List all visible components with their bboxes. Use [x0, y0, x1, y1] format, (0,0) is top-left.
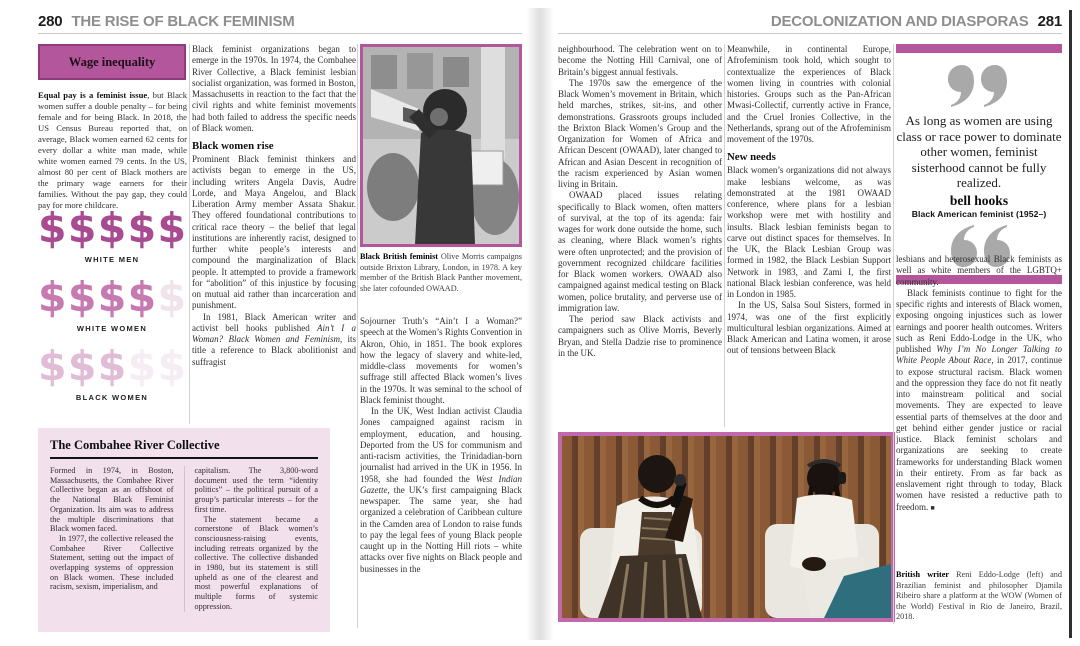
chart-row-label-black-women: BLACK WOMEN	[75, 393, 149, 402]
book-title-italic: Ain’t I a Woman? Black Women and Feminism	[192, 322, 356, 344]
right-page-number: 281	[1037, 13, 1062, 30]
combahee-box-column-2	[184, 466, 319, 612]
paragraph: Formed in 1974, in Boston, Massachusetts, the Combahee River Collective began as an offshoot of the National Black Feminist Organization. Its aim was to address the multiple discriminations that Black women faced.	[50, 466, 174, 534]
text-run: In 1981, Black American writer and activist bell hooks published	[192, 311, 356, 333]
wage-intro-lead: Equal pay is a feminist issue	[38, 90, 148, 100]
combahee-box-column-1	[50, 466, 184, 612]
chart-row-black-women	[38, 344, 186, 402]
caption-panel-discussion	[896, 570, 1062, 623]
text-column-6	[896, 254, 1062, 564]
chart-row-label-white-women: WHITE WOMEN	[76, 324, 148, 333]
text-run: , the UK’s first campaigning Black newspaper. The same year, she had organized a celebration of Caribbean culture in the Camden area of London to raise funds to pay the legal fees of young Black people caught up in the Notting Hill riots – white attacks over five nights on Black people and businesses in the	[360, 484, 522, 574]
text-column-2	[192, 44, 356, 426]
chart-row-white-women	[38, 275, 186, 333]
quote-top-bar	[896, 44, 1062, 53]
paragraph: Meanwhile, in continental Europe, Afrofeminism took hold, which sought to contextualize the experiences of Black women living in countries with colonial histories. Groups such as the Pan-African Mwasi-Collectif, currently active in France, and the Cruel Ironies Collective, in the Netherlands, sprang out of the Afrofeminism movement of the 1970s.	[727, 44, 891, 144]
dollar-icon: $	[97, 342, 127, 390]
left-page-header	[38, 13, 295, 30]
paragraph: In 1977, the collective released the Combahee River Collective Statement, setting out the impact of overlapping systems of oppression on Black women. These included racism, sexism, imperialism, and	[50, 533, 174, 592]
caption-olive-morris	[360, 252, 522, 294]
run-in-heading-black-women-rise: Black women rise	[192, 140, 274, 152]
paragraph: Black women’s organizations did not always make lesbians welcome, as was demonstrated at the 1981 OWAAD conference, where plans for a lesbian workshop were met with hostility and insults. Black lesbian feminists began to carve out distinct spaces for themselves. In the UK, the Black Lesbian Group was formed in 1982, the Black Lesbian Support Network in 1983, and Zami I, the first national Black lesbian conference, was held in London in 1985.	[727, 165, 891, 299]
photo-olive-morris	[360, 44, 522, 247]
left-page-number: 280	[38, 13, 63, 30]
pull-quote-block	[896, 44, 1062, 284]
paragraph: The period saw Black activists and campaigners such as Olive Morris, Beverly Bryan, and Stella Dadzie rise to prominence in the UK.	[558, 314, 722, 358]
quote-attribution: Black American feminist (1952–)	[911, 208, 1047, 219]
dollar-icon: $	[97, 204, 127, 252]
text-run: , its title a reference to Black abolitionist and suffragist	[192, 334, 356, 367]
text-run: In the UK, West Indian activist Claudia Jones campaigned against racism in employment, education, and housing. Deported from the US for communism and anti-racism activities, the Trinidadian-born journalist had arrived in the UK in 1956. In 1958, she had founded the	[360, 406, 522, 484]
photo-panel-illustration	[562, 436, 891, 618]
column-divider	[189, 44, 190, 424]
paragraph: In the US, Salsa Soul Sisters, formed in 1974, was one of the first explicitly multicultural lesbian organizations. Aimed at Black American and Latina women, it arose out of tensions between Black	[727, 300, 891, 356]
wage-box-intro	[38, 90, 187, 211]
end-of-article-mark: ■	[930, 503, 935, 512]
paragraph	[192, 312, 356, 368]
wage-intro-rest: , but Black women suffer a double penalty – for being female and for being Black. In 2018, the US Census Bureau reported that, on average, Black women earned 62 cents for every dollar a white man made, while white women earned 79 cents. In the US, almost 80 per cent of Black mothers are the primary wage earners for their families. Without the pay gap, they could pay for more childcare.	[38, 90, 187, 210]
dollar-icon: $	[157, 204, 186, 252]
paragraph: OWAAD placed issues relating specifically to Black women, often matters of survival, at the top of its agenda: fair wages for work done outside the home, such as cleaning, where Black women’s rights were often unprotected; and the provision of government recognized childcare facilities for Black women workers. OWAAD also campaigned against medical testing on Black women, police brutality, and perverse use of immigration law.	[558, 190, 722, 313]
dollar-icon: $	[38, 204, 67, 252]
dollar-icon: $	[67, 204, 97, 252]
text-run: Black feminists continue to fight for the specific rights and interests of Black women, exposing ongoing injustices such as lower earnings and poorer health outcomes. Writers such as Reni Eddo-Lodge in the UK, who published	[896, 287, 1062, 354]
dollar-icon: $	[157, 342, 186, 390]
quote-author: bell hooks	[949, 192, 1009, 208]
caption-text: Olive Morris campaigns outside Brixton Library, London, in 1978. A key member of the British Black Panther movement, she later cofounded OWAAD.	[360, 252, 522, 293]
text-column-4	[558, 44, 722, 428]
photo-panel-discussion	[558, 432, 895, 622]
text-column-5	[727, 44, 891, 428]
combahee-river-collective-box	[38, 428, 330, 632]
column-divider	[357, 44, 358, 628]
dollar-icon: $	[127, 342, 157, 390]
book-title-italic: Why I’m No Longer Talking to White People About Race	[896, 344, 1062, 366]
right-header-rule	[558, 33, 1062, 34]
photo-olive-morris-illustration	[363, 47, 519, 244]
dollar-icon: $	[127, 273, 157, 321]
paragraph: capitalism. The 3,800-word document used the term “identity politics” – the political pursuit of a group’s particular interests – for the first time.	[194, 466, 318, 514]
paragraph: The 1970s saw the emergence of the Black Women’s movement in Britain, which held marches, strikes, sit-ins, and other demonstrations. Grassroots groups included the Brixton Black Women’s Group and the Organization for Women of Africa and African Descent (OWAAD), later changed to African and Asian Descent in recognition of the racism experienced by Asian women living in Britain.	[558, 77, 722, 189]
wage-inequality-box-header	[38, 44, 186, 80]
paragraph: Black feminist organizations began to emerge in the 1970s. In 1974, the Combahee River Collective, a Black feminist lesbian socialist organization, was formed in Boston, Massachusetts in reaction to the fact that the civil rights and white feminist movements had both failed to address the specific needs of Black women.	[192, 44, 356, 133]
chart-row-white-men	[38, 206, 186, 264]
column-divider	[724, 44, 725, 427]
open-quote-icon	[896, 65, 1062, 107]
quote-text: As long as women are using class or race power to dominate other women, feminist sisterhood cannot be fully realized.	[896, 113, 1062, 190]
dollar-icon: $	[38, 273, 67, 321]
dollar-icon: $	[97, 273, 127, 321]
paragraph: Sojourner Truth’s “Ain’t I a Woman?” speech at the Women’s Rights Convention in Akron, Ohio, in 1851. The book explores how the legacy of slavery and white-led, middle-class movements for women’s suffrage still affected Black women’s lives in the 1970s. It was seminal to the school of Black feminist thought.	[360, 316, 522, 405]
caption-lead: British writer	[896, 570, 950, 579]
dollar-icon: $	[38, 342, 67, 390]
book-spine-shadow	[526, 8, 554, 640]
column-divider	[893, 44, 894, 624]
dollar-icon: $	[67, 273, 97, 321]
caption-text: Reni Eddo-Lodge (left) and Brazilian feminist and philosopher Djamila Ribeiro share a platform at the WOW (Women of the World) Festival in Rio de Janeiro, Brazil, 2018.	[896, 570, 1062, 622]
right-page-header	[771, 13, 1062, 30]
wage-box-title: Wage inequality	[68, 54, 156, 69]
page-edge	[1069, 10, 1072, 638]
caption-lead: Black British feminist	[360, 252, 438, 261]
paragraph	[360, 406, 522, 575]
right-section-title: DECOLONIZATION AND DIASPORAS	[770, 13, 1029, 30]
paragraph	[896, 288, 1062, 514]
dollar-icon: $	[157, 273, 186, 321]
left-section-title: THE RISE OF BLACK FEMINISM	[71, 13, 295, 30]
paragraph: neighbourhood. The celebration went on to become the Notting Hill Carnival, one of Britain’s biggest annual festivals.	[558, 44, 722, 77]
wage-pictogram-chart	[38, 206, 186, 413]
dollar-icon: $	[67, 342, 97, 390]
paragraph: The statement became a cornerstone of Black women’s consciousness-raising events, including retreats organized by the collective. The collective disbanded in 1980, but its statement is still upheld as one of the clearest and most powerful explanations of multiple forms of systemic oppression.	[194, 514, 318, 611]
newspaper-title-italic: West Indian Gazette	[360, 473, 522, 495]
dollar-icon: $	[127, 204, 157, 252]
text-run: , in 2017, continue to expose structural racism. Black women and the oppression they face do not fit neatly into mainstream political and social movements. They are expected to leave essential parts of themselves at the door and get behind either gender justice or racial justice. Black feminist scholars and organizations are seeking to create frameworks for understanding Black women in their entirety. From as far back as enslavement right through to today, Black women have resisted a reductive path to freedom.	[896, 355, 1062, 512]
text-column-3	[360, 316, 522, 628]
chart-row-label-white-men: WHITE MEN	[84, 255, 140, 264]
left-header-rule	[38, 33, 522, 34]
paragraph: lesbians and heterosexual Black feminists as well as white members of the LGBTQ+ community.	[896, 254, 1062, 287]
run-in-heading-new-needs: New needs	[727, 151, 776, 164]
combahee-box-title: The Combahee River Collective	[50, 438, 318, 459]
paragraph: Prominent Black feminist thinkers and activists began to emerge in the US, including writers Angela Davis, Audre Lorde, and Maya Angelou, and Black Liberation Army member Assata Shakur. They offered foundational contributions to critical race theory – the belief that legal institutions are inherently racist, designed to further white people’s interests and compound the marginalization of Black people. It attempted to provide a framework for “abolition” of this injustice by focusing on mutual aid rather than incarceration and punishment.	[192, 154, 356, 311]
